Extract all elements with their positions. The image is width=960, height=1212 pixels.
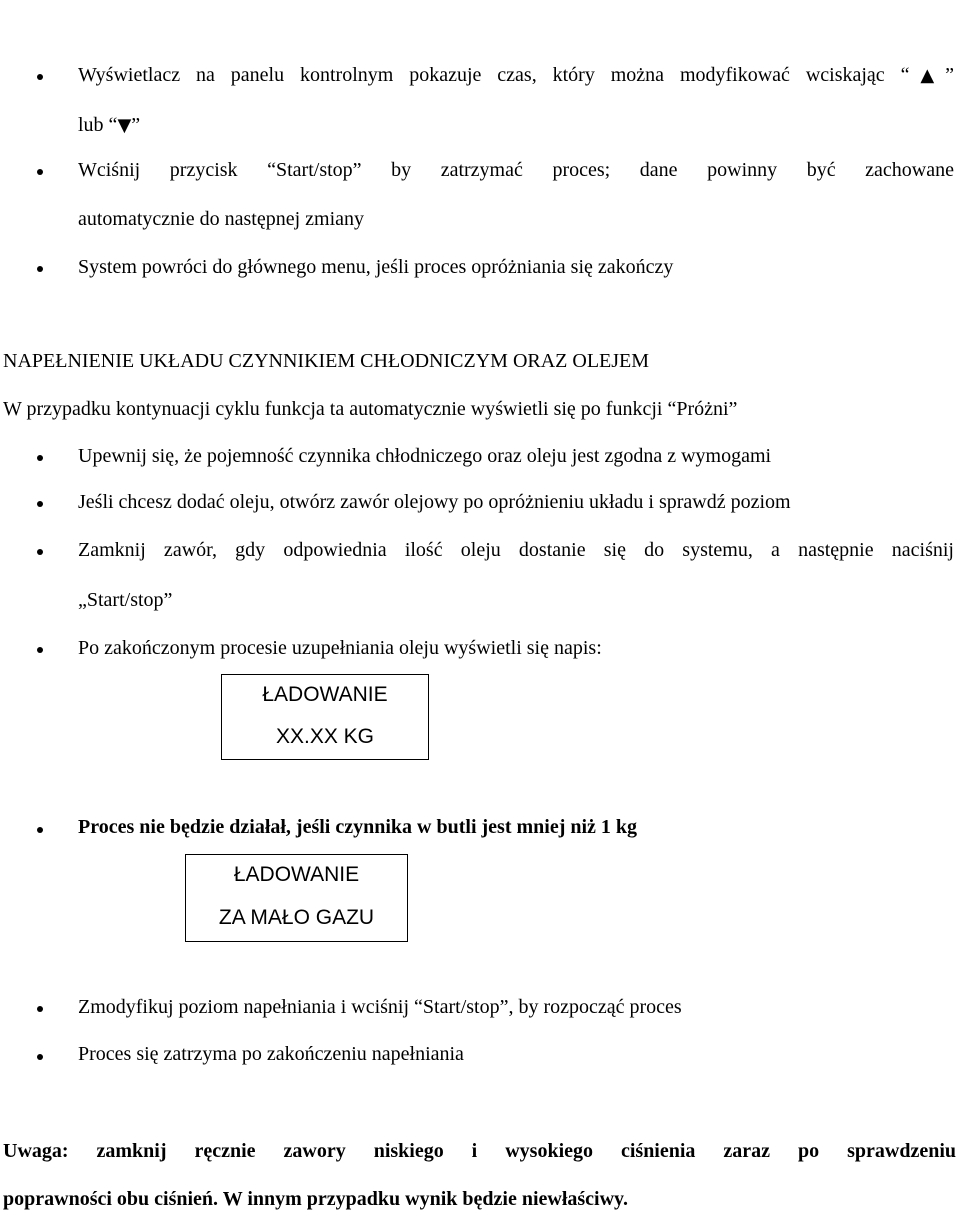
bullet-text-capacity: Upewnij się, że pojemność czynnika chłodniczego oraz oleju jest zgodna z wymogami — [78, 445, 772, 467]
bullet-text-modify-level: Zmodyfikuj poziom napełniania i wciśnij “Start/stop”, by rozpocząć proces — [78, 996, 682, 1018]
bullet-text-process-stop: Proces się zatrzyma po zakończeniu napełniania — [78, 1043, 464, 1065]
bullet-dot — [37, 74, 43, 80]
down-arrow-icon: ▼ — [117, 115, 132, 136]
bullet-dot — [37, 1054, 43, 1060]
bullet-text-min-refrigerant: Proces nie będzie działał, jeśli czynnika w butli jest mniej niż 1 kg — [78, 816, 638, 838]
bullet-dot — [37, 455, 43, 461]
bullet-dot — [37, 549, 43, 555]
display-box-charging-weight — [221, 674, 429, 760]
bullet-dot — [37, 266, 43, 272]
section-intro: W przypadku kontynuacji cyklu funkcja ta automatycznie wyświetli się po funkcji “Próżni” — [3, 398, 738, 420]
up-arrow-icon: ▲ — [909, 65, 946, 86]
bullet-text-display-time-cont: lub “▼” — [78, 114, 141, 136]
bullet-text-display-time: Wyświetlacz na panelu kontrolnym pokazuje czas, który można modyfikować wciskając “▲” — [78, 64, 955, 86]
bullet-text-close-valve-cont: „Start/stop” — [78, 589, 173, 611]
bullet-dot — [37, 501, 43, 507]
display-line-1: ŁADOWANIE — [233, 863, 360, 886]
bullet-dot — [37, 827, 43, 833]
bullet-text-main-menu: System powróci do głównego menu, jeśli proces opróżniania się zakończy — [78, 256, 674, 278]
warning-note-line1: Uwaga: zamknij ręcznie zawory niskiego i wysokiego ciśnienia zaraz po sprawdzeniu — [3, 1140, 956, 1162]
bullet-dot — [37, 647, 43, 653]
bullet-dot — [37, 1006, 43, 1012]
bullet-text-start-stop: Wciśnij przycisk “Start/stop” by zatrzymać proces; dane powinny być zachowane — [78, 159, 954, 181]
display-line-2: ZA MAŁO GAZU — [218, 906, 375, 929]
section-heading: NAPEŁNIENIE UKŁADU CZYNNIKIEM CHŁODNICZYM ORAZ OLEJEM — [3, 350, 650, 372]
bullet-text-close-valve: Zamknij zawór, gdy odpowiednia ilość oleju dostanie się do systemu, a następnie naciśnij — [78, 539, 954, 561]
bullet-text-oil-complete: Po zakończonym procesie uzupełniania oleju wyświetli się napis: — [78, 637, 602, 659]
bullet-text-add-oil: Jeśli chcesz dodać oleju, otwórz zawór olejowy po opróżnieniu układu i sprawdź poziom — [78, 491, 791, 513]
bullet-dot — [37, 169, 43, 175]
warning-note-line2: poprawności obu ciśnień. W innym przypadku wynik będzie niewłaściwy. — [3, 1188, 628, 1210]
display-line-1: ŁADOWANIE — [262, 683, 388, 706]
display-box-low-gas — [185, 854, 408, 942]
bullet-text-start-stop-cont: automatycznie do następnej zmiany — [78, 208, 365, 230]
display-line-2: XX.XX KG — [275, 725, 375, 748]
